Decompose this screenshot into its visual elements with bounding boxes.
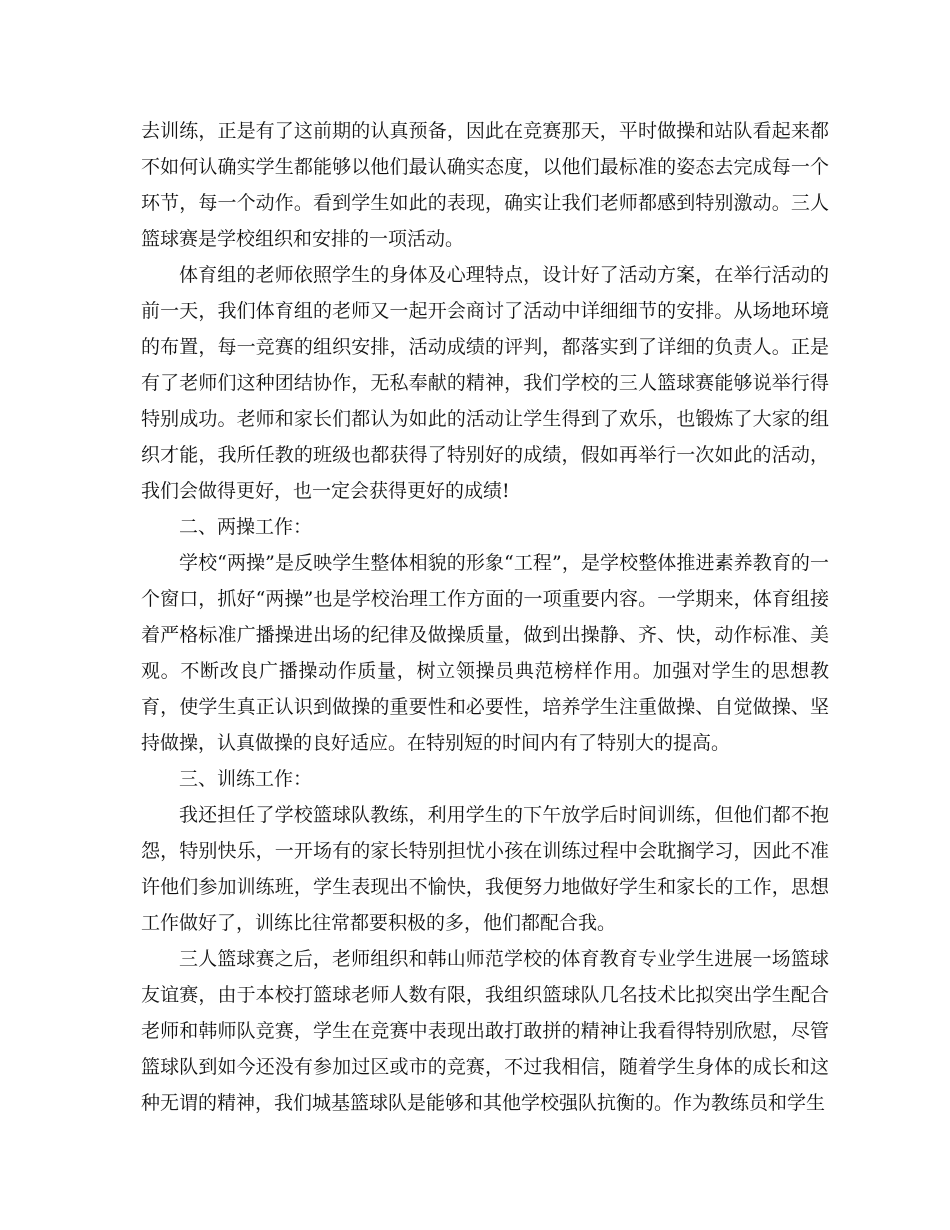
paragraph-activity-organization: 体育组的老师依照学生的身体及心理特点，设计好了活动方案，在举行活动的前一天，我们体育组的老师又一起开会商讨了活动中详细细节的安排。从场地环境的布置，每一竞赛的组织安排，活动成绩的评判，都落实到了详细的负责人。正是有了老师们这种团结协作，无私奉献的精神，我们学校的三人篮球赛能够说举行得特别成功。老师和家长们都认为如此的活动让学生得到了欢乐，也锻炼了大家的组织才能，我所任教的班级也都获得了特别好的成绩，假如再举行一次如此的活动，我们会做得更好，也一定会获得更好的成绩!: [141, 264, 829, 502]
paragraph-continued-text: 去训练，正是有了这前期的认真预备，因此在竞赛那天，平时做操和站队看起来都不如何认确实学生都能够以他们最认确实态度，以他们最标准的姿态去完成每一个环节，每一个动作。看到学生如此的表现，确实让我们老师都感到特别激动。三人篮球赛是学校组织和安排的一项活动。: [141, 120, 829, 250]
section-heading-two-exercises: 二、两操工作：: [179, 516, 313, 538]
document-body: [141, 113, 829, 1121]
paragraph-training: 我还担任了学校篮球队教练，利用学生的下午放学后时间训练，但他们都不抱怨，特别快乐，一开场有的家长特别担忧小孩在训练过程中会耽搁学习，因此不准许他们参加训练班，学生表现出不愉快，我便努力地做好学生和家长的工作，思想工作做好了，训练比往常都要积极的多，他们都配合我。: [141, 804, 829, 934]
paragraph-two-exercises: 学校“两操”是反映学生整体相貌的形象“工程”，是学校整体推进素养教育的一个窗口，抓好“两操”也是学校治理工作方面的一项重要内容。一学期来，体育组接着严格标准广播操进出场的纪律及做操质量，做到出操静、齐、快，动作标准、美观。不断改良广播操动作质量，树立领操员典范榜样作用。加强对学生的思想教育，使学生真正认识到做操的重要性和必要性，培养学生注重做操、自觉做操、坚持做操，认真做操的良好适应。在特别短的时间内有了特别大的提高。: [141, 552, 829, 754]
paragraph-friendly-match: 三人篮球赛之后，老师组织和韩山师范学校的体育教育专业学生进展一场篮球友谊赛，由于本校打篮球老师人数有限，我组织篮球队几名技术比拟突出学生配合老师和韩师队竞赛，学生在竞赛中表现出敢打敢拼的精神让我看得特别欣慰，尽管篮球队到如今还没有参加过区或市的竞赛，不过我相信，随着学生身体的成长和这种无谓的精神，我们城基篮球队是能够和其他学校强队抗衡的。作为教练员和学生: [141, 948, 829, 1114]
section-heading-training: 三、训练工作：: [179, 768, 313, 790]
